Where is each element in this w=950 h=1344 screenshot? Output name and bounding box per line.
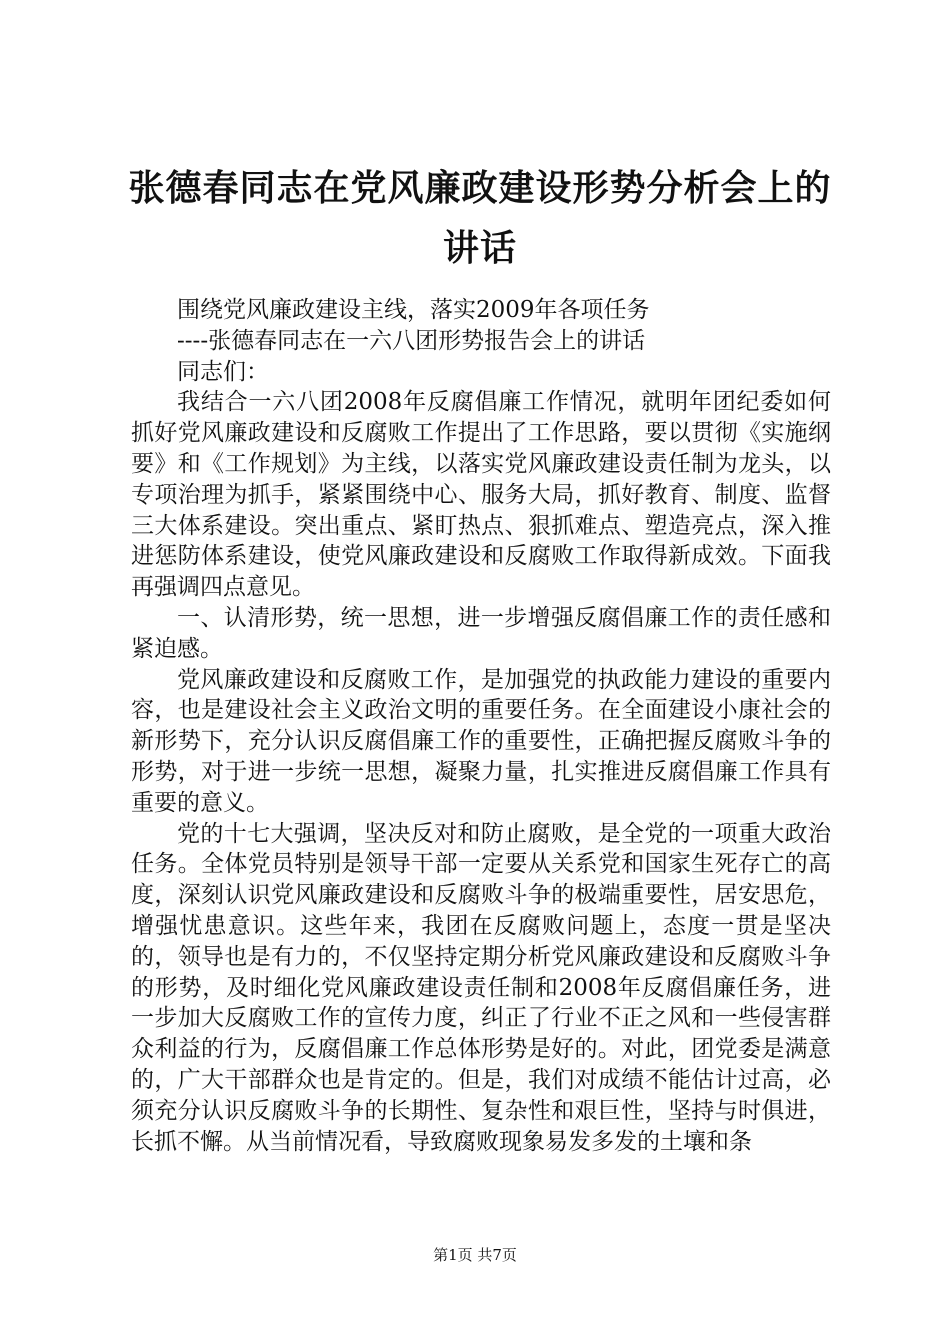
- section-heading: 一、认清形势，统一思想，进一步增强反腐倡廉工作的责任感和紧迫感。: [131, 604, 831, 662]
- paragraph: 党风廉政建设和反腐败工作，是加强党的执政能力建设的重要内容，也是建设社会主义政治文明的重要任务。在全面建设小康社会的新形势下，充分认识反腐倡廉工作的重要性，正确把握反腐败斗争的形势，对于进一步统一思想，凝聚力量，扎实推进反腐倡廉工作具有重要的意义。: [131, 666, 831, 816]
- document-body: [131, 295, 831, 1157]
- document-byline: ----张德春同志在一六八团形势报告会上的讲话: [177, 327, 646, 354]
- document-subtitle: 围绕党风廉政建设主线，落实2009年各项任务: [177, 297, 650, 323]
- page-number: 第1页 共7页: [433, 1246, 517, 1264]
- paragraph: 党的十七大强调，坚决反对和防止腐败，是全党的一项重大政治任务。全体党员特别是领导干部一定要从关系党和国家生死存亡的高度，深刻认识党风廉政建设和反腐败斗争的极端重要性，居安思危，增强忧患意识。这些年来，我团在反腐败问题上，态度一贯是坚决的，领导也是有力的，不仅坚持定期分析党风廉政建设和反腐败斗争的形势，及时细化党风廉政建设责任制和2008年反腐倡廉任务，进一步加大反腐败工作的宣传力度，纠正了行业不正之风和一些侵害群众利益的行为，反腐倡廉工作总体形势是好的。对此，团党委是满意的，广大干部群众也是肯定的。但是，我们对成绩不能估计过高，必须充分认识反腐败斗争的长期性、复杂性和艰巨性，坚持与时俱进，长抓不懈。从当前情况看，导致腐败现象易发多发的土壤和条: [131, 820, 831, 1155]
- document-title: 张德春同志在党风廉政建设形势分析会上的讲话: [128, 167, 832, 269]
- paragraph: 我结合一六八团2008年反腐倡廉工作情况，就明年团纪委如何抓好党风廉政建设和反腐败工作提出了工作思路，要以贯彻《实施纲要》和《工作规划》为主线，以落实党风廉政建设责任制为龙头，以专项治理为抓手，紧紧围绕中心、服务大局，抓好教育、制度、监督三大体系建设。突出重点、紧盯热点、狠抓难点、塑造亮点，深入推进惩防体系建设，使党风廉政建设和反腐败工作取得新成效。下面我再强调四点意见。: [131, 389, 831, 601]
- salutation: 同志们：: [177, 358, 269, 385]
